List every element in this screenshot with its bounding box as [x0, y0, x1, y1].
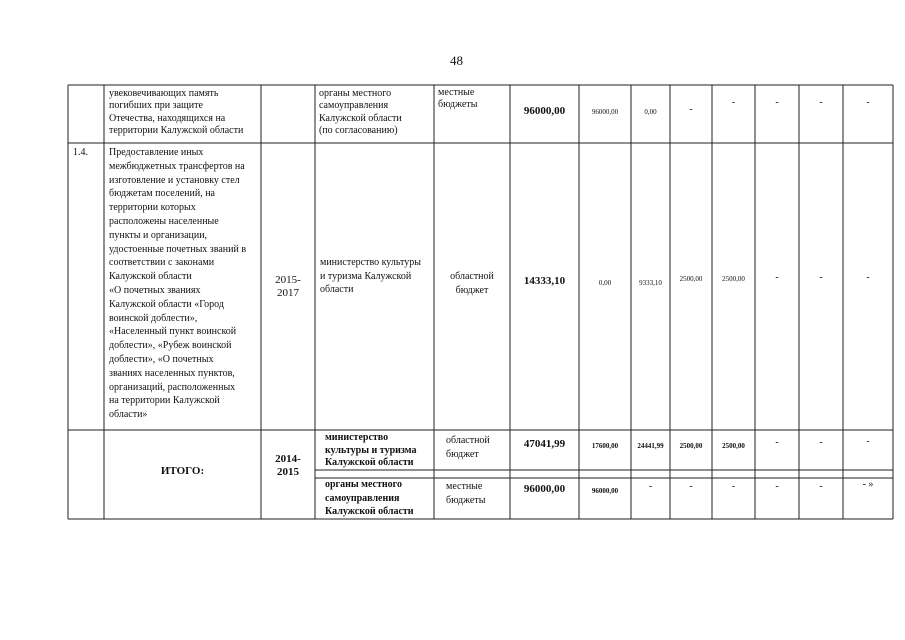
itogo-r2-2017: - [731, 481, 736, 492]
prev-2015: 0,00 [644, 108, 657, 116]
itogo-r2-2018: - [775, 481, 779, 492]
itogo-r1-2015: 24441,99 [637, 442, 664, 450]
itogo-r2-2020: - » [862, 479, 874, 490]
itogo-r2-2015: - [648, 481, 653, 492]
row-14-number: 1.4. [73, 147, 88, 158]
row-14-executor: министерство культуры и туризма Калужской области [320, 257, 421, 295]
itogo-r2-source: местные бюджеты [446, 481, 486, 506]
prev-name: увековечивающих память погибших при защите Отечества, находящихся на территории Калужской области [109, 88, 244, 136]
prev-2020: - [866, 97, 870, 108]
itogo-r2-2014: 96000,00 [591, 487, 619, 495]
itogo-r2-2019: - [819, 481, 823, 492]
row-14-2017: 2500,00 [722, 275, 745, 283]
prev-2017: - [731, 97, 736, 108]
prev-total: 96000,00 [523, 105, 566, 117]
itogo-r2-executor: органы местного самоуправления Калужской области [325, 479, 414, 517]
itogo-r1-2019: - [819, 437, 823, 448]
row-14-name: Предоставление иных межбюджетных трансфертов на изготовление и установку стел бюджетам поселений, на территории которых расположены населенные пункты и организации, удостоенные почетных званий в соответствии с законами Калужской области «О почетных званиях Калужской области «Город воинской доблести», «Населенный пункт воинской доблести», «Рубеж воинской доблести», «О почетных званиях населенных пунктов, организаций, расположенных на территории Калужской области» [109, 147, 247, 421]
prev-2019: - [819, 97, 823, 108]
row-14-2020: - [866, 272, 870, 283]
row-14-2016: 2500,00 [679, 275, 703, 283]
page-number: 48 [450, 53, 463, 68]
row-14-2019: - [819, 272, 823, 283]
itogo-r1-2017: 2500,00 [722, 442, 745, 450]
itogo-r1-2016: 2500,00 [679, 442, 703, 450]
row-14-source: областной бюджет [450, 271, 494, 296]
itogo-r1-2018: - [775, 437, 779, 448]
itogo-r1-2014: 17600,00 [591, 442, 619, 450]
prev-executor: органы местного самоуправления Калужской области (по согласованию) [319, 88, 402, 136]
itogo-r1-2020: - [866, 436, 870, 447]
row-14-period: 2015- 2017 [275, 274, 301, 299]
row-14-total: 14333,10 [523, 275, 566, 287]
itogo-r2-2016: - [689, 481, 693, 492]
prev-2016: - [689, 104, 693, 115]
row-14-2014: 0,00 [598, 279, 612, 287]
itogo-r1-source: областной бюджет [446, 435, 490, 460]
row-14-2018: - [775, 272, 779, 283]
prev-2014: 96000,00 [591, 108, 619, 116]
prev-2018: - [775, 97, 779, 108]
row-14-2015: 9333,10 [639, 279, 662, 287]
itogo-r1-executor: министерство культуры и туризма Калужской области [325, 432, 417, 468]
prev-source: местные бюджеты [438, 87, 478, 111]
itogo-r2-total: 96000,00 [523, 483, 566, 495]
itogo-r1-total: 47041,99 [523, 438, 566, 450]
itogo-label: ИТОГО: [160, 465, 205, 477]
itogo-period: 2014- 2015 [275, 453, 301, 478]
